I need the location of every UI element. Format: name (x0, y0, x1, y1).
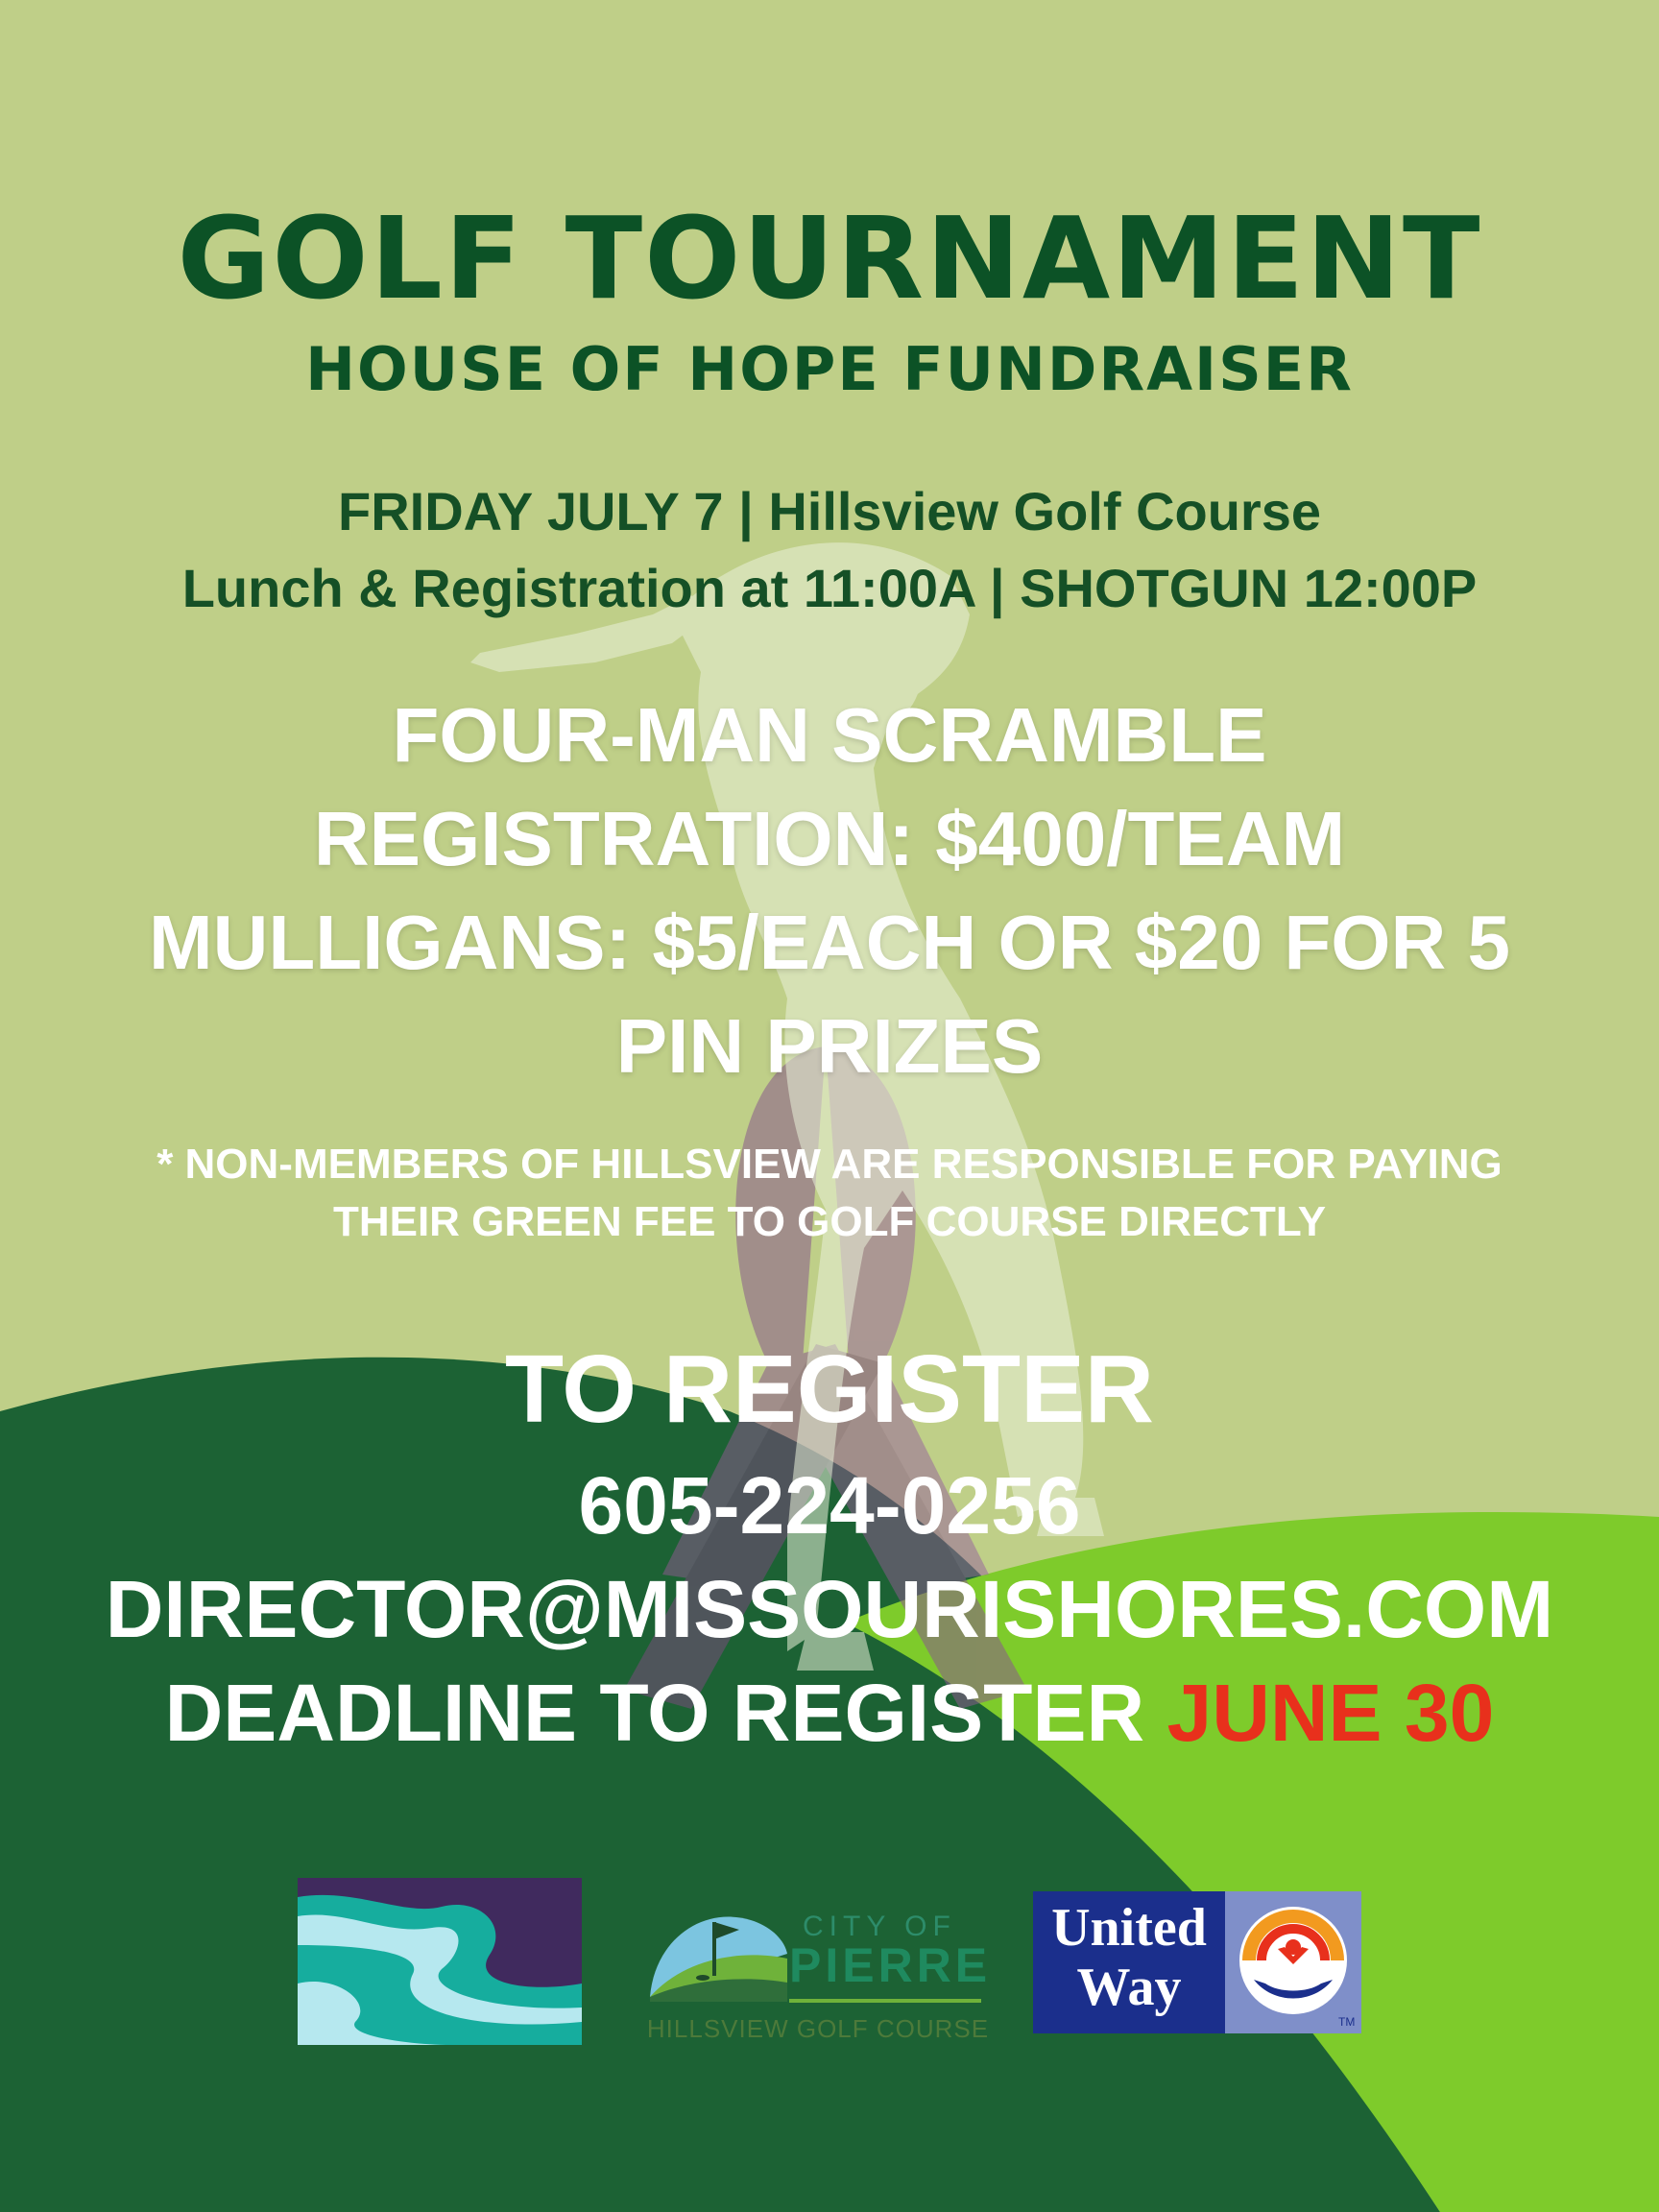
event-date-location: FRIDAY JULY 7 | Hillsview Golf Course (337, 481, 1322, 541)
register-deadline (0, 1667, 1659, 1760)
green-fee-note-line1: * NON-MEMBERS OF HILLSVIEW ARE RESPONSIBLE FOR PAYING (156, 1141, 1503, 1188)
event-subtitle: HOUSE OF HOPE FUNDRAISER (305, 334, 1354, 404)
united-way-tm: TM (1338, 2015, 1356, 2029)
deadline-date: JUNE 30 (1166, 1668, 1495, 1758)
event-times: Lunch & Registration at 11:00A | SHOTGUN 12:00P (181, 558, 1478, 618)
pierre-city-text: CITY OF (803, 1911, 956, 1942)
united-way-text-panel (1033, 1891, 1225, 2033)
deadline-label: DEADLINE TO REGISTER (164, 1668, 1167, 1758)
mulligans-text: MULLIGANS: $5/EACH OR $20 FOR 5 (148, 900, 1510, 985)
united-way-emblem-icon (1225, 1891, 1361, 2033)
register-phone-link[interactable]: 605-224-0256 (578, 1460, 1081, 1551)
register-heading: TO REGISTER (504, 1335, 1155, 1443)
pierre-divider (789, 1999, 981, 2003)
pierre-name-text: PIERRE (789, 1938, 992, 1992)
event-title: GOLF TOURNAMENT (177, 192, 1482, 325)
registration-fee-text: REGISTRATION: $400/TEAM (313, 796, 1346, 881)
register-email-link[interactable]: DIRECTOR@MISSOURISHORES.COM (105, 1564, 1554, 1654)
format-text: FOUR-MAN SCRAMBLE (392, 692, 1267, 778)
united-way-line1: United (1051, 1898, 1207, 1958)
pin-prizes-text: PIN PRIZES (615, 1003, 1044, 1089)
city-of-pierre-logo (645, 1901, 991, 2045)
pierre-subtitle-text: HILLSVIEW GOLF COURSE (646, 2014, 990, 2043)
golf-flag-icon (645, 1901, 789, 2007)
united-way-logo (1033, 1891, 1361, 2033)
green-fee-note-line2: THEIR GREEN FEE TO GOLF COURSE DIRECTLY (332, 1198, 1327, 1245)
united-way-line2: Way (1076, 1958, 1182, 2017)
united-way-emblem-panel (1225, 1891, 1361, 2033)
river-logo-icon (298, 1878, 582, 2045)
